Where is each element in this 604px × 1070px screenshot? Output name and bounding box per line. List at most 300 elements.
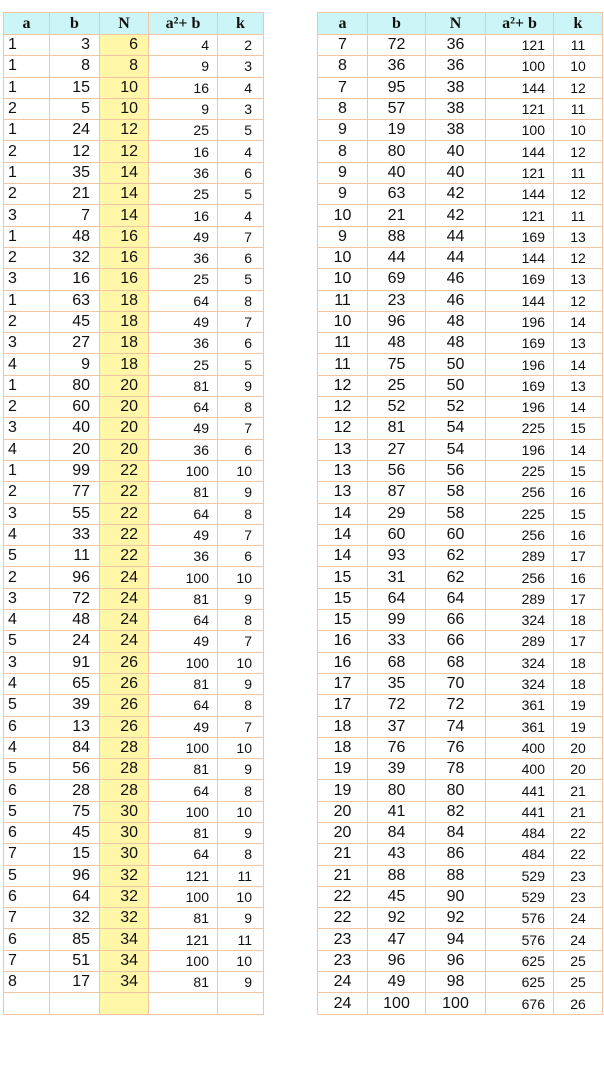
table-row bbox=[4, 439, 264, 460]
cell-n: 16 bbox=[100, 226, 149, 247]
cell-b: 100 bbox=[368, 993, 426, 1014]
cell-b: 24 bbox=[50, 631, 100, 652]
cell-k: 15 bbox=[554, 503, 603, 524]
table-row bbox=[318, 247, 603, 268]
cell-a: 4 bbox=[4, 737, 50, 758]
cell-a: 22 bbox=[318, 886, 368, 907]
cell-a2-plus-b: 225 bbox=[486, 460, 554, 481]
table-row bbox=[318, 822, 603, 843]
cell-a2-plus-b: 169 bbox=[486, 375, 554, 396]
cell-a2-plus-b: 324 bbox=[486, 652, 554, 673]
cell-n: 12 bbox=[100, 141, 149, 162]
left-table-body bbox=[4, 35, 264, 1015]
cell-b: 49 bbox=[368, 972, 426, 993]
cell-n: 78 bbox=[426, 759, 486, 780]
cell-b: 56 bbox=[50, 759, 100, 780]
cell-b: 35 bbox=[368, 673, 426, 694]
cell-b: 96 bbox=[368, 311, 426, 332]
cell-a: 8 bbox=[318, 141, 368, 162]
cell-k: 7 bbox=[218, 716, 264, 737]
table-row bbox=[4, 354, 264, 375]
cell-n bbox=[100, 993, 149, 1015]
cell-n: 28 bbox=[100, 780, 149, 801]
cell-a: 15 bbox=[318, 567, 368, 588]
cell-b: 7 bbox=[50, 205, 100, 226]
cell-n: 42 bbox=[426, 205, 486, 226]
cell-n: 46 bbox=[426, 269, 486, 290]
cell-a: 13 bbox=[318, 482, 368, 503]
cell-a2-plus-b: 64 bbox=[149, 290, 218, 311]
table-row bbox=[318, 737, 603, 758]
cell-a2-plus-b: 484 bbox=[486, 822, 554, 843]
table-row bbox=[318, 375, 603, 396]
cell-n: 60 bbox=[426, 524, 486, 545]
cell-k: 6 bbox=[218, 439, 264, 460]
cell-a2-plus-b: 256 bbox=[486, 524, 554, 545]
cell-k: 25 bbox=[554, 950, 603, 971]
cell-a2-plus-b: 16 bbox=[149, 205, 218, 226]
cell-a: 6 bbox=[4, 780, 50, 801]
table-row bbox=[318, 972, 603, 993]
cell-n: 12 bbox=[100, 120, 149, 141]
table-row bbox=[4, 247, 264, 268]
cell-b: 95 bbox=[368, 77, 426, 98]
cell-a2-plus-b: 36 bbox=[149, 546, 218, 567]
cell-a2-plus-b: 144 bbox=[486, 290, 554, 311]
cell-k: 17 bbox=[554, 588, 603, 609]
cell-a2-plus-b: 169 bbox=[486, 333, 554, 354]
cell-k: 9 bbox=[218, 673, 264, 694]
header-b: b bbox=[368, 13, 426, 35]
table-row bbox=[4, 141, 264, 162]
cell-a2-plus-b: 529 bbox=[486, 886, 554, 907]
cell-k: 18 bbox=[554, 652, 603, 673]
table-row bbox=[4, 993, 264, 1015]
cell-a: 3 bbox=[4, 652, 50, 673]
table-row bbox=[318, 418, 603, 439]
table-row bbox=[318, 35, 603, 56]
cell-n: 38 bbox=[426, 120, 486, 141]
cell-k: 12 bbox=[554, 184, 603, 205]
cell-a bbox=[4, 993, 50, 1015]
cell-a: 11 bbox=[318, 354, 368, 375]
cell-k: 18 bbox=[554, 673, 603, 694]
cell-a2-plus-b: 25 bbox=[149, 269, 218, 290]
cell-b: 81 bbox=[368, 418, 426, 439]
cell-a2-plus-b: 625 bbox=[486, 972, 554, 993]
cell-b: 8 bbox=[50, 56, 100, 77]
header-row bbox=[318, 13, 603, 35]
cell-k: 5 bbox=[218, 269, 264, 290]
table-row bbox=[4, 822, 264, 843]
cell-n: 22 bbox=[100, 482, 149, 503]
cell-n: 68 bbox=[426, 652, 486, 673]
cell-a: 2 bbox=[4, 397, 50, 418]
cell-k: 12 bbox=[554, 77, 603, 98]
cell-a2-plus-b: 81 bbox=[149, 822, 218, 843]
table-row bbox=[318, 908, 603, 929]
table-row bbox=[4, 801, 264, 822]
cell-k: 3 bbox=[218, 56, 264, 77]
table-row bbox=[318, 929, 603, 950]
cell-a2-plus-b: 361 bbox=[486, 695, 554, 716]
table-row bbox=[318, 141, 603, 162]
table-row bbox=[4, 716, 264, 737]
cell-a: 1 bbox=[4, 77, 50, 98]
cell-n: 54 bbox=[426, 439, 486, 460]
cell-k: 10 bbox=[218, 801, 264, 822]
cell-a: 21 bbox=[318, 844, 368, 865]
cell-a2-plus-b: 400 bbox=[486, 737, 554, 758]
cell-b: 41 bbox=[368, 801, 426, 822]
cell-k: 8 bbox=[218, 695, 264, 716]
cell-a2-plus-b: 81 bbox=[149, 972, 218, 993]
cell-a2-plus-b: 225 bbox=[486, 418, 554, 439]
cell-b: 57 bbox=[368, 98, 426, 119]
cell-n: 30 bbox=[100, 844, 149, 865]
cell-a2-plus-b: 484 bbox=[486, 844, 554, 865]
cell-a: 5 bbox=[4, 546, 50, 567]
cell-a: 2 bbox=[4, 247, 50, 268]
cell-b: 9 bbox=[50, 354, 100, 375]
table-row bbox=[4, 333, 264, 354]
cell-n: 26 bbox=[100, 652, 149, 673]
cell-n: 74 bbox=[426, 716, 486, 737]
cell-a2-plus-b: 49 bbox=[149, 524, 218, 545]
cell-a2-plus-b: 36 bbox=[149, 333, 218, 354]
cell-b: 11 bbox=[50, 546, 100, 567]
cell-a: 12 bbox=[318, 397, 368, 418]
cell-a2-plus-b: 121 bbox=[149, 865, 218, 886]
header-row bbox=[4, 13, 264, 35]
cell-k: 15 bbox=[554, 460, 603, 481]
table-row bbox=[318, 333, 603, 354]
cell-n: 40 bbox=[426, 141, 486, 162]
cell-a: 7 bbox=[4, 844, 50, 865]
cell-k: 14 bbox=[554, 439, 603, 460]
table-row bbox=[318, 482, 603, 503]
cell-a2-plus-b: 100 bbox=[149, 950, 218, 971]
cell-a2-plus-b: 441 bbox=[486, 801, 554, 822]
cell-k: 16 bbox=[554, 567, 603, 588]
cell-n: 22 bbox=[100, 503, 149, 524]
cell-b: 72 bbox=[50, 588, 100, 609]
cell-a: 4 bbox=[4, 673, 50, 694]
table-row bbox=[318, 162, 603, 183]
cell-k: 11 bbox=[218, 929, 264, 950]
cell-k: 16 bbox=[554, 524, 603, 545]
cell-b: 43 bbox=[368, 844, 426, 865]
cell-a2-plus-b: 144 bbox=[486, 184, 554, 205]
cell-a: 3 bbox=[4, 269, 50, 290]
table-row bbox=[4, 56, 264, 77]
cell-n: 96 bbox=[426, 950, 486, 971]
cell-a2-plus-b: 100 bbox=[149, 886, 218, 907]
table-row bbox=[4, 418, 264, 439]
table-row bbox=[4, 226, 264, 247]
table-row bbox=[4, 929, 264, 950]
cell-n: 50 bbox=[426, 375, 486, 396]
cell-b: 5 bbox=[50, 98, 100, 119]
cell-n: 72 bbox=[426, 695, 486, 716]
cell-k: 22 bbox=[554, 844, 603, 865]
cell-a: 8 bbox=[318, 56, 368, 77]
cell-a: 17 bbox=[318, 695, 368, 716]
cell-a2-plus-b: 16 bbox=[149, 77, 218, 98]
cell-a2-plus-b: 400 bbox=[486, 759, 554, 780]
header-n: N bbox=[100, 13, 149, 35]
table-row bbox=[4, 77, 264, 98]
cell-a2-plus-b: 256 bbox=[486, 482, 554, 503]
cell-a2-plus-b: 625 bbox=[486, 950, 554, 971]
table-row bbox=[4, 780, 264, 801]
table-row bbox=[4, 546, 264, 567]
cell-a: 23 bbox=[318, 929, 368, 950]
cell-a2-plus-b: 64 bbox=[149, 695, 218, 716]
cell-b: 92 bbox=[368, 908, 426, 929]
cell-a2-plus-b: 144 bbox=[486, 141, 554, 162]
cell-n: 52 bbox=[426, 397, 486, 418]
cell-k: 6 bbox=[218, 162, 264, 183]
cell-b: 80 bbox=[368, 141, 426, 162]
table-row bbox=[318, 546, 603, 567]
cell-a: 7 bbox=[318, 35, 368, 56]
table-row bbox=[318, 567, 603, 588]
cell-a2-plus-b: 196 bbox=[486, 311, 554, 332]
cell-a: 9 bbox=[318, 162, 368, 183]
cell-n: 88 bbox=[426, 865, 486, 886]
cell-k: 14 bbox=[554, 311, 603, 332]
left-table bbox=[3, 12, 264, 1015]
cell-n: 28 bbox=[100, 759, 149, 780]
header-a2-plus-b: a²+ b bbox=[486, 13, 554, 35]
cell-a: 10 bbox=[318, 269, 368, 290]
cell-b: 21 bbox=[368, 205, 426, 226]
cell-b: 45 bbox=[50, 311, 100, 332]
cell-a2-plus-b: 81 bbox=[149, 759, 218, 780]
table-row bbox=[318, 631, 603, 652]
cell-k: 19 bbox=[554, 716, 603, 737]
cell-a: 20 bbox=[318, 822, 368, 843]
cell-a: 2 bbox=[4, 98, 50, 119]
cell-a: 19 bbox=[318, 780, 368, 801]
cell-k: 21 bbox=[554, 801, 603, 822]
cell-a: 23 bbox=[318, 950, 368, 971]
cell-b: 20 bbox=[50, 439, 100, 460]
cell-b: 96 bbox=[368, 950, 426, 971]
cell-b: 17 bbox=[50, 972, 100, 993]
cell-a2-plus-b: 81 bbox=[149, 673, 218, 694]
cell-a: 5 bbox=[4, 759, 50, 780]
cell-n: 34 bbox=[100, 929, 149, 950]
table-row bbox=[318, 886, 603, 907]
table-row bbox=[318, 311, 603, 332]
cell-n: 24 bbox=[100, 631, 149, 652]
cell-a2-plus-b: 49 bbox=[149, 716, 218, 737]
cell-a2-plus-b: 196 bbox=[486, 354, 554, 375]
cell-b: 27 bbox=[368, 439, 426, 460]
cell-n: 62 bbox=[426, 546, 486, 567]
cell-n: 50 bbox=[426, 354, 486, 375]
cell-k: 8 bbox=[218, 503, 264, 524]
cell-k: 11 bbox=[554, 162, 603, 183]
cell-a: 13 bbox=[318, 439, 368, 460]
cell-n: 90 bbox=[426, 886, 486, 907]
cell-a2-plus-b: 529 bbox=[486, 865, 554, 886]
table-row bbox=[4, 503, 264, 524]
cell-n: 18 bbox=[100, 333, 149, 354]
cell-a: 21 bbox=[318, 865, 368, 886]
cell-k: 12 bbox=[554, 290, 603, 311]
cell-b: 80 bbox=[368, 780, 426, 801]
table-row bbox=[318, 98, 603, 119]
cell-n: 26 bbox=[100, 716, 149, 737]
cell-b: 63 bbox=[368, 184, 426, 205]
cell-a: 6 bbox=[4, 929, 50, 950]
cell-k: 7 bbox=[218, 418, 264, 439]
cell-b: 64 bbox=[50, 886, 100, 907]
cell-n: 16 bbox=[100, 247, 149, 268]
cell-a: 7 bbox=[318, 77, 368, 98]
cell-k: 12 bbox=[554, 141, 603, 162]
cell-a: 10 bbox=[318, 311, 368, 332]
table-row bbox=[4, 886, 264, 907]
table-row bbox=[318, 120, 603, 141]
cell-k: 20 bbox=[554, 737, 603, 758]
cell-a: 1 bbox=[4, 56, 50, 77]
cell-a: 14 bbox=[318, 524, 368, 545]
cell-a: 4 bbox=[4, 610, 50, 631]
cell-a2-plus-b: 9 bbox=[149, 98, 218, 119]
table-row bbox=[4, 162, 264, 183]
table-row bbox=[318, 673, 603, 694]
cell-a: 3 bbox=[4, 418, 50, 439]
cell-k: 6 bbox=[218, 333, 264, 354]
cell-b: 37 bbox=[368, 716, 426, 737]
cell-a2-plus-b: 36 bbox=[149, 439, 218, 460]
table-row bbox=[4, 865, 264, 886]
cell-a2-plus-b: 169 bbox=[486, 226, 554, 247]
cell-a2-plus-b: 144 bbox=[486, 247, 554, 268]
cell-a: 11 bbox=[318, 333, 368, 354]
cell-b: 91 bbox=[50, 652, 100, 673]
cell-n: 80 bbox=[426, 780, 486, 801]
cell-a2-plus-b: 100 bbox=[149, 801, 218, 822]
cell-a2-plus-b: 81 bbox=[149, 482, 218, 503]
cell-b: 24 bbox=[50, 120, 100, 141]
cell-k: 11 bbox=[218, 865, 264, 886]
cell-a: 1 bbox=[4, 290, 50, 311]
cell-a2-plus-b: 64 bbox=[149, 397, 218, 418]
cell-n: 48 bbox=[426, 311, 486, 332]
cell-b: 77 bbox=[50, 482, 100, 503]
cell-a: 18 bbox=[318, 716, 368, 737]
cell-b: 40 bbox=[368, 162, 426, 183]
cell-a: 1 bbox=[4, 120, 50, 141]
cell-a: 6 bbox=[4, 886, 50, 907]
cell-a: 6 bbox=[4, 822, 50, 843]
table-row bbox=[4, 908, 264, 929]
table-row bbox=[318, 610, 603, 631]
cell-n: 42 bbox=[426, 184, 486, 205]
cell-b: 85 bbox=[50, 929, 100, 950]
table-row bbox=[318, 801, 603, 822]
cell-a: 3 bbox=[4, 503, 50, 524]
cell-k: 23 bbox=[554, 865, 603, 886]
header-k: k bbox=[218, 13, 264, 35]
cell-n: 32 bbox=[100, 908, 149, 929]
cell-b: 76 bbox=[368, 737, 426, 758]
table-row bbox=[318, 950, 603, 971]
cell-a: 15 bbox=[318, 610, 368, 631]
cell-a2-plus-b: 169 bbox=[486, 269, 554, 290]
cell-n: 48 bbox=[426, 333, 486, 354]
cell-a: 12 bbox=[318, 418, 368, 439]
table-row bbox=[4, 205, 264, 226]
table-row bbox=[4, 567, 264, 588]
cell-a: 18 bbox=[318, 737, 368, 758]
cell-a: 24 bbox=[318, 993, 368, 1014]
cell-n: 92 bbox=[426, 908, 486, 929]
table-row bbox=[4, 184, 264, 205]
cell-a2-plus-b: 196 bbox=[486, 439, 554, 460]
cell-n: 18 bbox=[100, 290, 149, 311]
table-row bbox=[4, 98, 264, 119]
cell-k: 8 bbox=[218, 844, 264, 865]
cell-n: 24 bbox=[100, 567, 149, 588]
cell-n: 38 bbox=[426, 98, 486, 119]
cell-k: 12 bbox=[554, 247, 603, 268]
cell-b: 27 bbox=[50, 333, 100, 354]
cell-a2-plus-b: 100 bbox=[486, 56, 554, 77]
cell-a2-plus-b: 49 bbox=[149, 226, 218, 247]
cell-a2-plus-b: 25 bbox=[149, 184, 218, 205]
cell-b: 48 bbox=[50, 226, 100, 247]
table-row bbox=[4, 375, 264, 396]
cell-b: 12 bbox=[50, 141, 100, 162]
table-row bbox=[4, 673, 264, 694]
cell-a2-plus-b bbox=[149, 993, 218, 1015]
cell-a: 4 bbox=[4, 524, 50, 545]
cell-a2-plus-b: 289 bbox=[486, 546, 554, 567]
cell-n: 26 bbox=[100, 673, 149, 694]
cell-n: 20 bbox=[100, 375, 149, 396]
cell-k: 6 bbox=[218, 546, 264, 567]
cell-a2-plus-b: 676 bbox=[486, 993, 554, 1014]
cell-n: 100 bbox=[426, 993, 486, 1014]
cell-a: 9 bbox=[318, 226, 368, 247]
cell-b: 23 bbox=[368, 290, 426, 311]
cell-b: 96 bbox=[50, 865, 100, 886]
cell-k: 13 bbox=[554, 269, 603, 290]
cell-a2-plus-b: 289 bbox=[486, 631, 554, 652]
cell-k: 10 bbox=[218, 567, 264, 588]
cell-a: 3 bbox=[4, 205, 50, 226]
table-row bbox=[318, 269, 603, 290]
cell-n: 22 bbox=[100, 546, 149, 567]
table-row bbox=[318, 759, 603, 780]
cell-a2-plus-b: 100 bbox=[486, 120, 554, 141]
cell-n: 32 bbox=[100, 865, 149, 886]
cell-n: 34 bbox=[100, 972, 149, 993]
table-row bbox=[4, 482, 264, 503]
cell-b: 19 bbox=[368, 120, 426, 141]
cell-a2-plus-b: 121 bbox=[149, 929, 218, 950]
table-row bbox=[318, 439, 603, 460]
cell-a2-plus-b: 576 bbox=[486, 908, 554, 929]
cell-a: 5 bbox=[4, 631, 50, 652]
cell-a2-plus-b: 121 bbox=[486, 205, 554, 226]
